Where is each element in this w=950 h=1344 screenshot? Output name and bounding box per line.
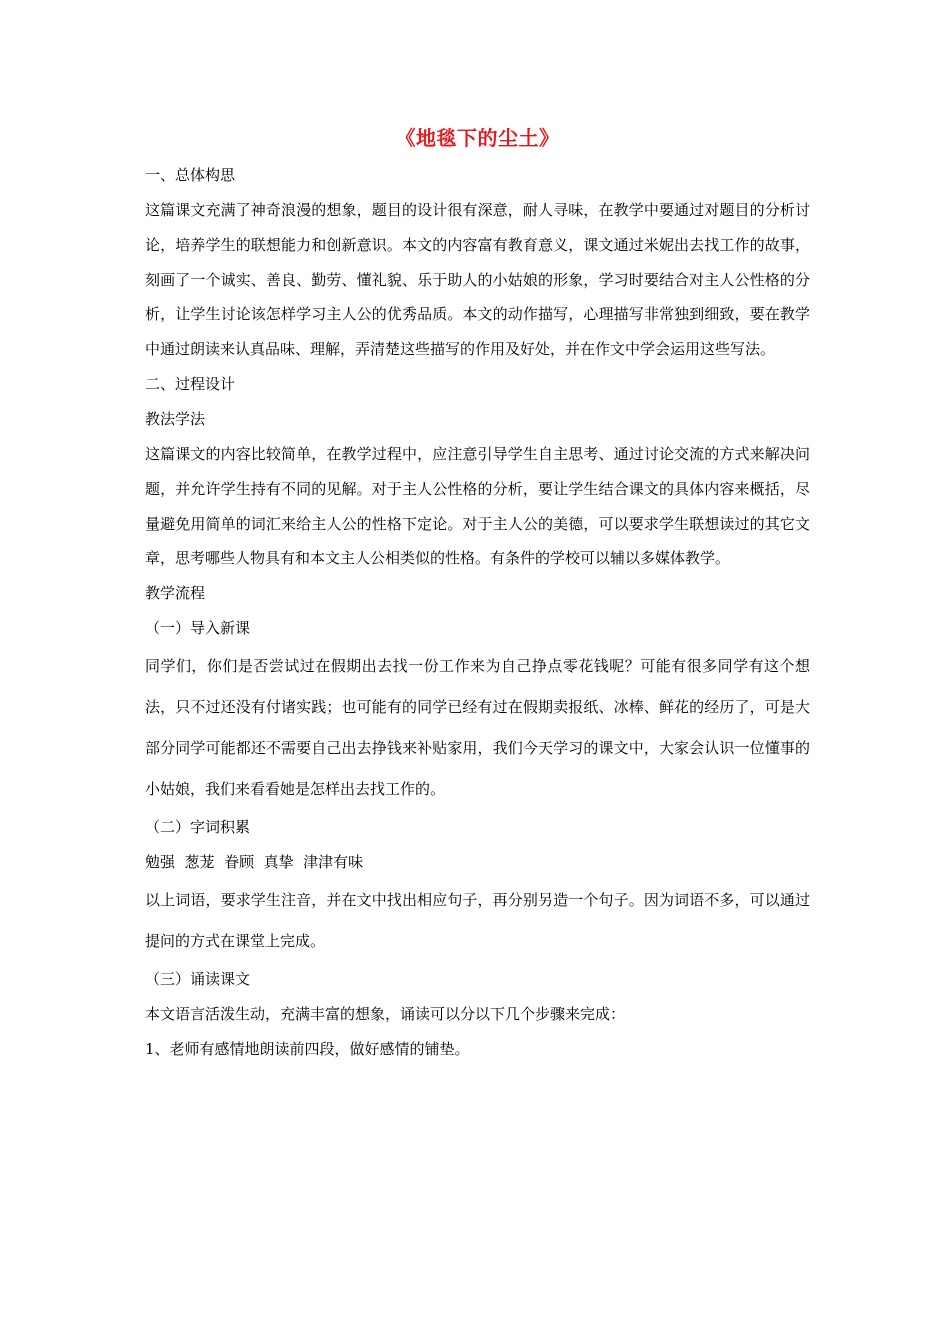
step-heading-vocabulary: （二）字词积累	[145, 818, 251, 837]
reading-step-1: 1、老师有感情地朗读前四段，做好感情的铺垫。	[145, 1040, 470, 1059]
paragraph-teaching-methods: 这篇课文的内容比较简单，在教学过程中，应注意引导学生自主思考、通过讨论交流的方式来解决问题，并允许学生持有不同的见解。对于主人公性格的分析，要让学生结合课文的具体内容来概括，尽量避免用简单的词汇来给主人公的性格下定论。对于主人公的美德，可以要求学生联想读过的其它文章，思考哪些人物具有和本文主人公相类似的性格。有条件的学校可以辅以多媒体教学。	[145, 444, 810, 568]
document-title: 《地毯下的尘土》	[395, 126, 560, 150]
step-heading-reading: （三）诵读课文	[145, 970, 251, 989]
paragraph-overall-concept: 这篇课文充满了神奇浪漫的想象，题目的设计很有深意，耐人寻味，在教学中要通过对题目的分析讨论，培养学生的联想能力和创新意识。本文的内容富有教育意义，课文通过米妮出去找工作的故事，刻画了一个诚实、善良、勤劳、懂礼貌、乐于助人的小姑娘的形象，学习时要结合对主人公性格的分析，让学生讨论该怎样学习主人公的优秀品质。本文的动作描写，心理描写非常独到细致，要在教学中通过朗读来认真品味、理解，弄清楚这些描写的作用及好处，并在作文中学会运用这些写法。	[145, 201, 810, 359]
section-heading-overall-concept: 一、总体构思	[145, 166, 236, 184]
paragraph-reading-intro: 本文语言活泼生动，充满丰富的想象，诵读可以分以下几个步骤来完成：	[145, 1005, 626, 1024]
document-page	[145, 122, 810, 1067]
step-heading-introduction: （一）导入新课	[145, 619, 251, 638]
paragraph-introduction: 同学们，你们是否尝试过在假期出去找一份工作来为自己挣点零花钱呢？可能有很多同学有这个想法，只不过还没有付诸实践；也可能有的同学已经有过在假期卖报纸、冰棒、鲜花的经历了，可是大部分同学可能都还不需要自己出去挣钱来补贴家用，我们今天学习的课文中，大家会认识一位懂事的小姑娘，我们来看看她是怎样出去找工作的。	[145, 657, 810, 799]
subheading-teaching-flow: 教学流程	[145, 584, 206, 603]
vocabulary-word-list: 勉强 葱茏 眷顾 真挚 津津有味	[145, 853, 364, 872]
section-heading-process-design: 二、过程设计	[145, 374, 236, 393]
paragraph-vocabulary-task: 以上词语，要求学生注音，并在文中找出相应句子，再分别另造一个句子。因为词语不多，可以通过提问的方式在课堂上完成。	[145, 891, 810, 951]
subheading-teaching-methods: 教法学法	[145, 409, 206, 428]
